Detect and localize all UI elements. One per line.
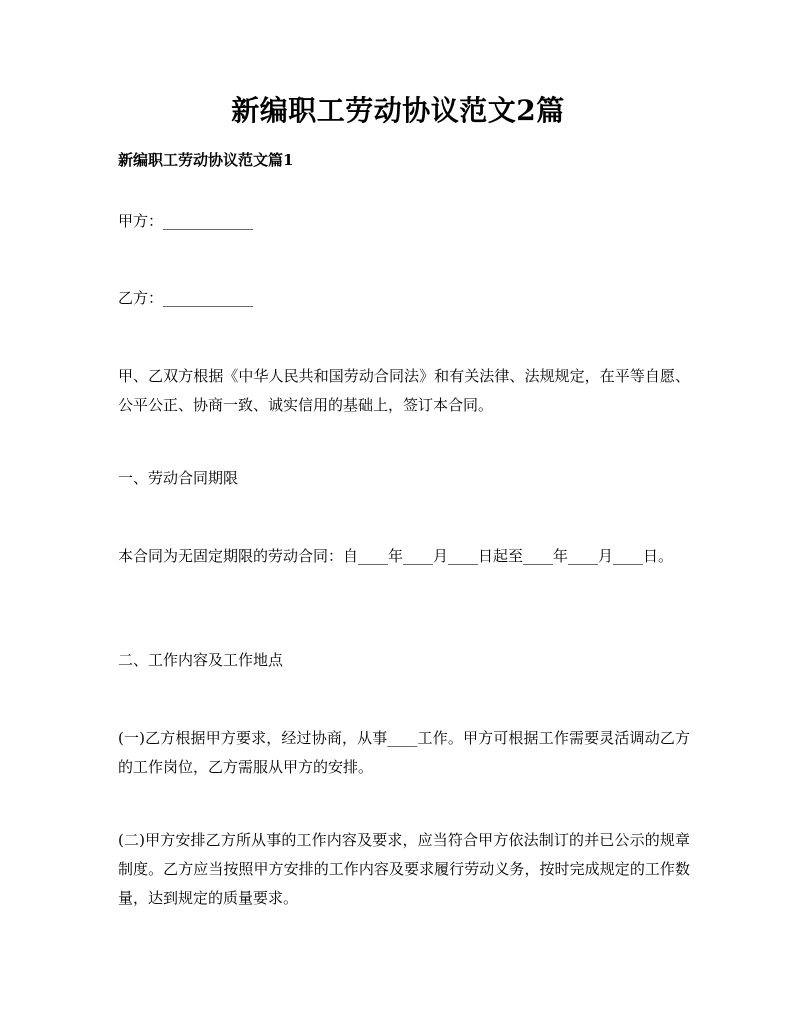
- party-b-line: 乙方：____________: [118, 289, 254, 307]
- party-a-line: 甲方：____________: [118, 212, 254, 230]
- section1-heading: 一、劳动合同期限: [118, 469, 239, 487]
- section1-body: 本合同为无固定期限的劳动合同：自____年____月____日起至____年____月____日。: [118, 547, 674, 565]
- intro-paragraph: 甲、乙双方根据《中华人民共和国劳动合同法》和有关法律、法规规定，在平等自愿、公平公正、协商一致、诚实信用的基础上，签订本合同。: [118, 367, 690, 414]
- section2-heading: 二、工作内容及工作地点: [118, 651, 284, 669]
- document-title: 新编职工劳动协议范文2篇: [231, 94, 565, 127]
- section2-item1: (一)乙方根据甲方要求，经过协商，从事____工作。甲方可根据工作需要灵活调动乙方的工作岗位，乙方需服从甲方的安排。: [118, 729, 690, 776]
- section2-item2: (二)甲方安排乙方所从事的工作内容及要求，应当符合甲方依法制订的并已公示的规章制度。乙方应当按照甲方安排的工作内容及要求履行劳动义务，按时完成规定的工作数量，达到规定的质量要求。: [118, 831, 690, 907]
- section-subtitle: 新编职工劳动协议范文篇1: [118, 151, 294, 169]
